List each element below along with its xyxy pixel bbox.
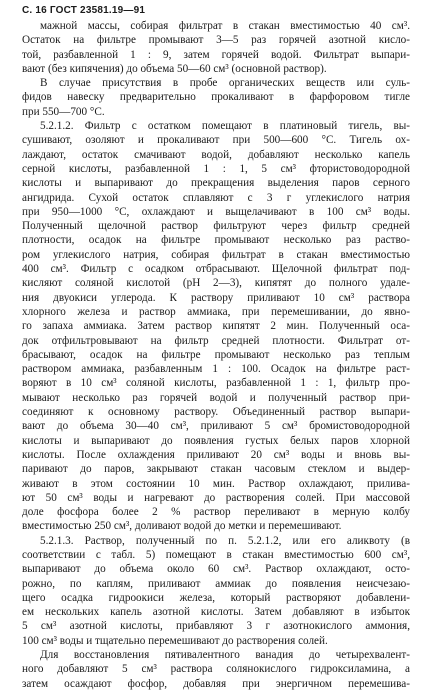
text-line: брасывают, осадок на фильтре промывают несколько раз теплым — [22, 348, 410, 361]
text-line: рожно, по каплям, приливают аммиак до появления неисчезаю- — [22, 577, 410, 590]
text-line: соединяют к основному раствору. Объединенный раствор выпари- — [22, 406, 410, 419]
text-line: кислоты и выпаривают до появления густых белых паров хлорной — [22, 434, 410, 447]
text-line: плотности, осадок на фильтре промывают несколько раз раство- — [22, 234, 410, 247]
text-line: при 550—700 °С. — [22, 105, 105, 118]
text-line: вместимостью 250 см³, доливают водой до метки и перемешивают. — [22, 520, 342, 533]
text-line: фидов навеску предварительно прокаливают в фарфоровом тигле — [22, 91, 410, 104]
paragraph — [22, 534, 410, 648]
text-line: паривают до паров, закрывают стакан часовым стеклом и выдер- — [22, 463, 410, 476]
text-line: хлорного железа и раствор аммиака, при перемешивании, до явно- — [22, 305, 410, 318]
text-line: 5.2.1.3. Раствор, полученный по п. 5.2.1.2, или его аликвоту (в — [40, 534, 410, 547]
text-line: кисляют соляной кислотой (рН 2—3), кипятят до полного удале- — [22, 277, 410, 290]
text-line: затем осаждают фосфор, добавляя при энергичном перемешива- — [22, 677, 410, 690]
text-line: ют 50 см³ воды и нагревают до растворения солей. При массовой — [22, 491, 410, 504]
text-line: живают в этом состоянии 10 мин. Раствор охлаждают, прилива- — [22, 477, 410, 490]
page-header: С. 16 ГОСТ 23581.19—91 — [22, 5, 146, 16]
text-line: ангидрида. Сухой остаток сплавляют с 3 г углекислого натрия — [22, 191, 410, 204]
text-line: кислоты. После охлаждения приливают 20 см³ воды и вновь вы- — [22, 448, 410, 461]
text-line: соответствии с табл. 5) помещают в стакан вместимостью 600 см³, — [22, 548, 410, 561]
text-line: той, разбавленной 1 : 9, затем горячей водой. Фильтрат выпари- — [22, 48, 410, 61]
text-line: раствором аммиака, разбавленным 1 : 100. Осадок на фильтре раст- — [22, 363, 410, 376]
text-line: го запаха аммиака. Затем раствор кипятят 2 мин. Полученный оса- — [22, 320, 410, 333]
text-line: ного добавляют 5 см³ раствора солянокислого гидроксиламина, а — [22, 663, 410, 676]
text-line: 400 см³. Фильтр с осадком отбрасывают. Щелочной фильтрат под- — [22, 263, 410, 276]
text-line: В случае присутствия в пробе органических веществ или суль- — [40, 77, 410, 90]
text-line: док отфильтровывают на фильтр средней плотности. Фильтрат от- — [22, 334, 410, 347]
text-line: вают до объема 30—40 см³, приливают 5 см³ бромистоводородной — [22, 420, 410, 433]
text-line: 5.2.1.2. Фильтр с остатком помещают в платиновый тигель, вы- — [40, 120, 410, 133]
text-line: серной кислоты, разбавленной 1 : 1, 5 см³ фтористоводородной — [22, 162, 410, 175]
paragraph — [22, 76, 410, 119]
text-line: при 950—1000 °С, охлаждают и выщелачивают в 100 см³ воды. — [22, 205, 410, 218]
text-line: щего осадка гидроокиси железа, который растворяют добавлени- — [22, 591, 410, 604]
text-line: кислоты и выпаривают до прекращения выделения паров серного — [22, 177, 410, 190]
text-line: ем нескольких капель азотной кислоты. Затем добавляют в избыток — [22, 606, 410, 619]
text-line: сушивают, озоляют и прокаливают при 500—600 °С. Тигель ох- — [22, 134, 410, 147]
text-line: лаждают, остаток смачивают водой, добавляют несколько капель — [22, 148, 410, 161]
text-line: 5 см³ азотной кислоты, прибавляют 3 г азотнокислого аммония, — [22, 620, 410, 633]
text-line: воряют в 10 см³ соляной кислоты, разбавленной 1 : 1, фильтр про- — [22, 377, 410, 390]
document-body — [22, 19, 410, 691]
text-line: Остаток на фильтре промывают 3—5 раз горячей азотной кисло- — [22, 34, 410, 47]
paragraph — [22, 19, 410, 76]
text-line: ния двуокиси углерода. К раствору приливают 10 см³ раствора — [22, 291, 410, 304]
text-line: мывают несколько раз горячей водой и полученный раствор при- — [22, 391, 410, 404]
text-line: Полученный щелочной раствор фильтруют через фильтр средней — [22, 220, 410, 233]
text-line: вают (без кипячения) до объема 50—60 см³ (основной раствор). — [22, 62, 327, 75]
text-line: выпаривают до объема около 60 см³. Раствор охлаждают, осто- — [22, 563, 410, 576]
text-line: доле фосфора более 2 % раствор переливают в мерную колбу — [22, 506, 410, 519]
paragraph — [22, 648, 410, 691]
text-line: Для восстановления пятивалентного ванадия до четырехвалент- — [40, 649, 410, 662]
text-line: 100 см³ воды и тщательно перемешивают до растворения солей. — [22, 634, 328, 647]
paragraph — [22, 119, 410, 534]
text-line: ром углекислого натрия, собирая фильтрат в стакан вместимостью — [22, 248, 410, 261]
text-line: мажной массы, собирая фильтрат в стакан вместимостью 40 см³. — [40, 20, 410, 32]
